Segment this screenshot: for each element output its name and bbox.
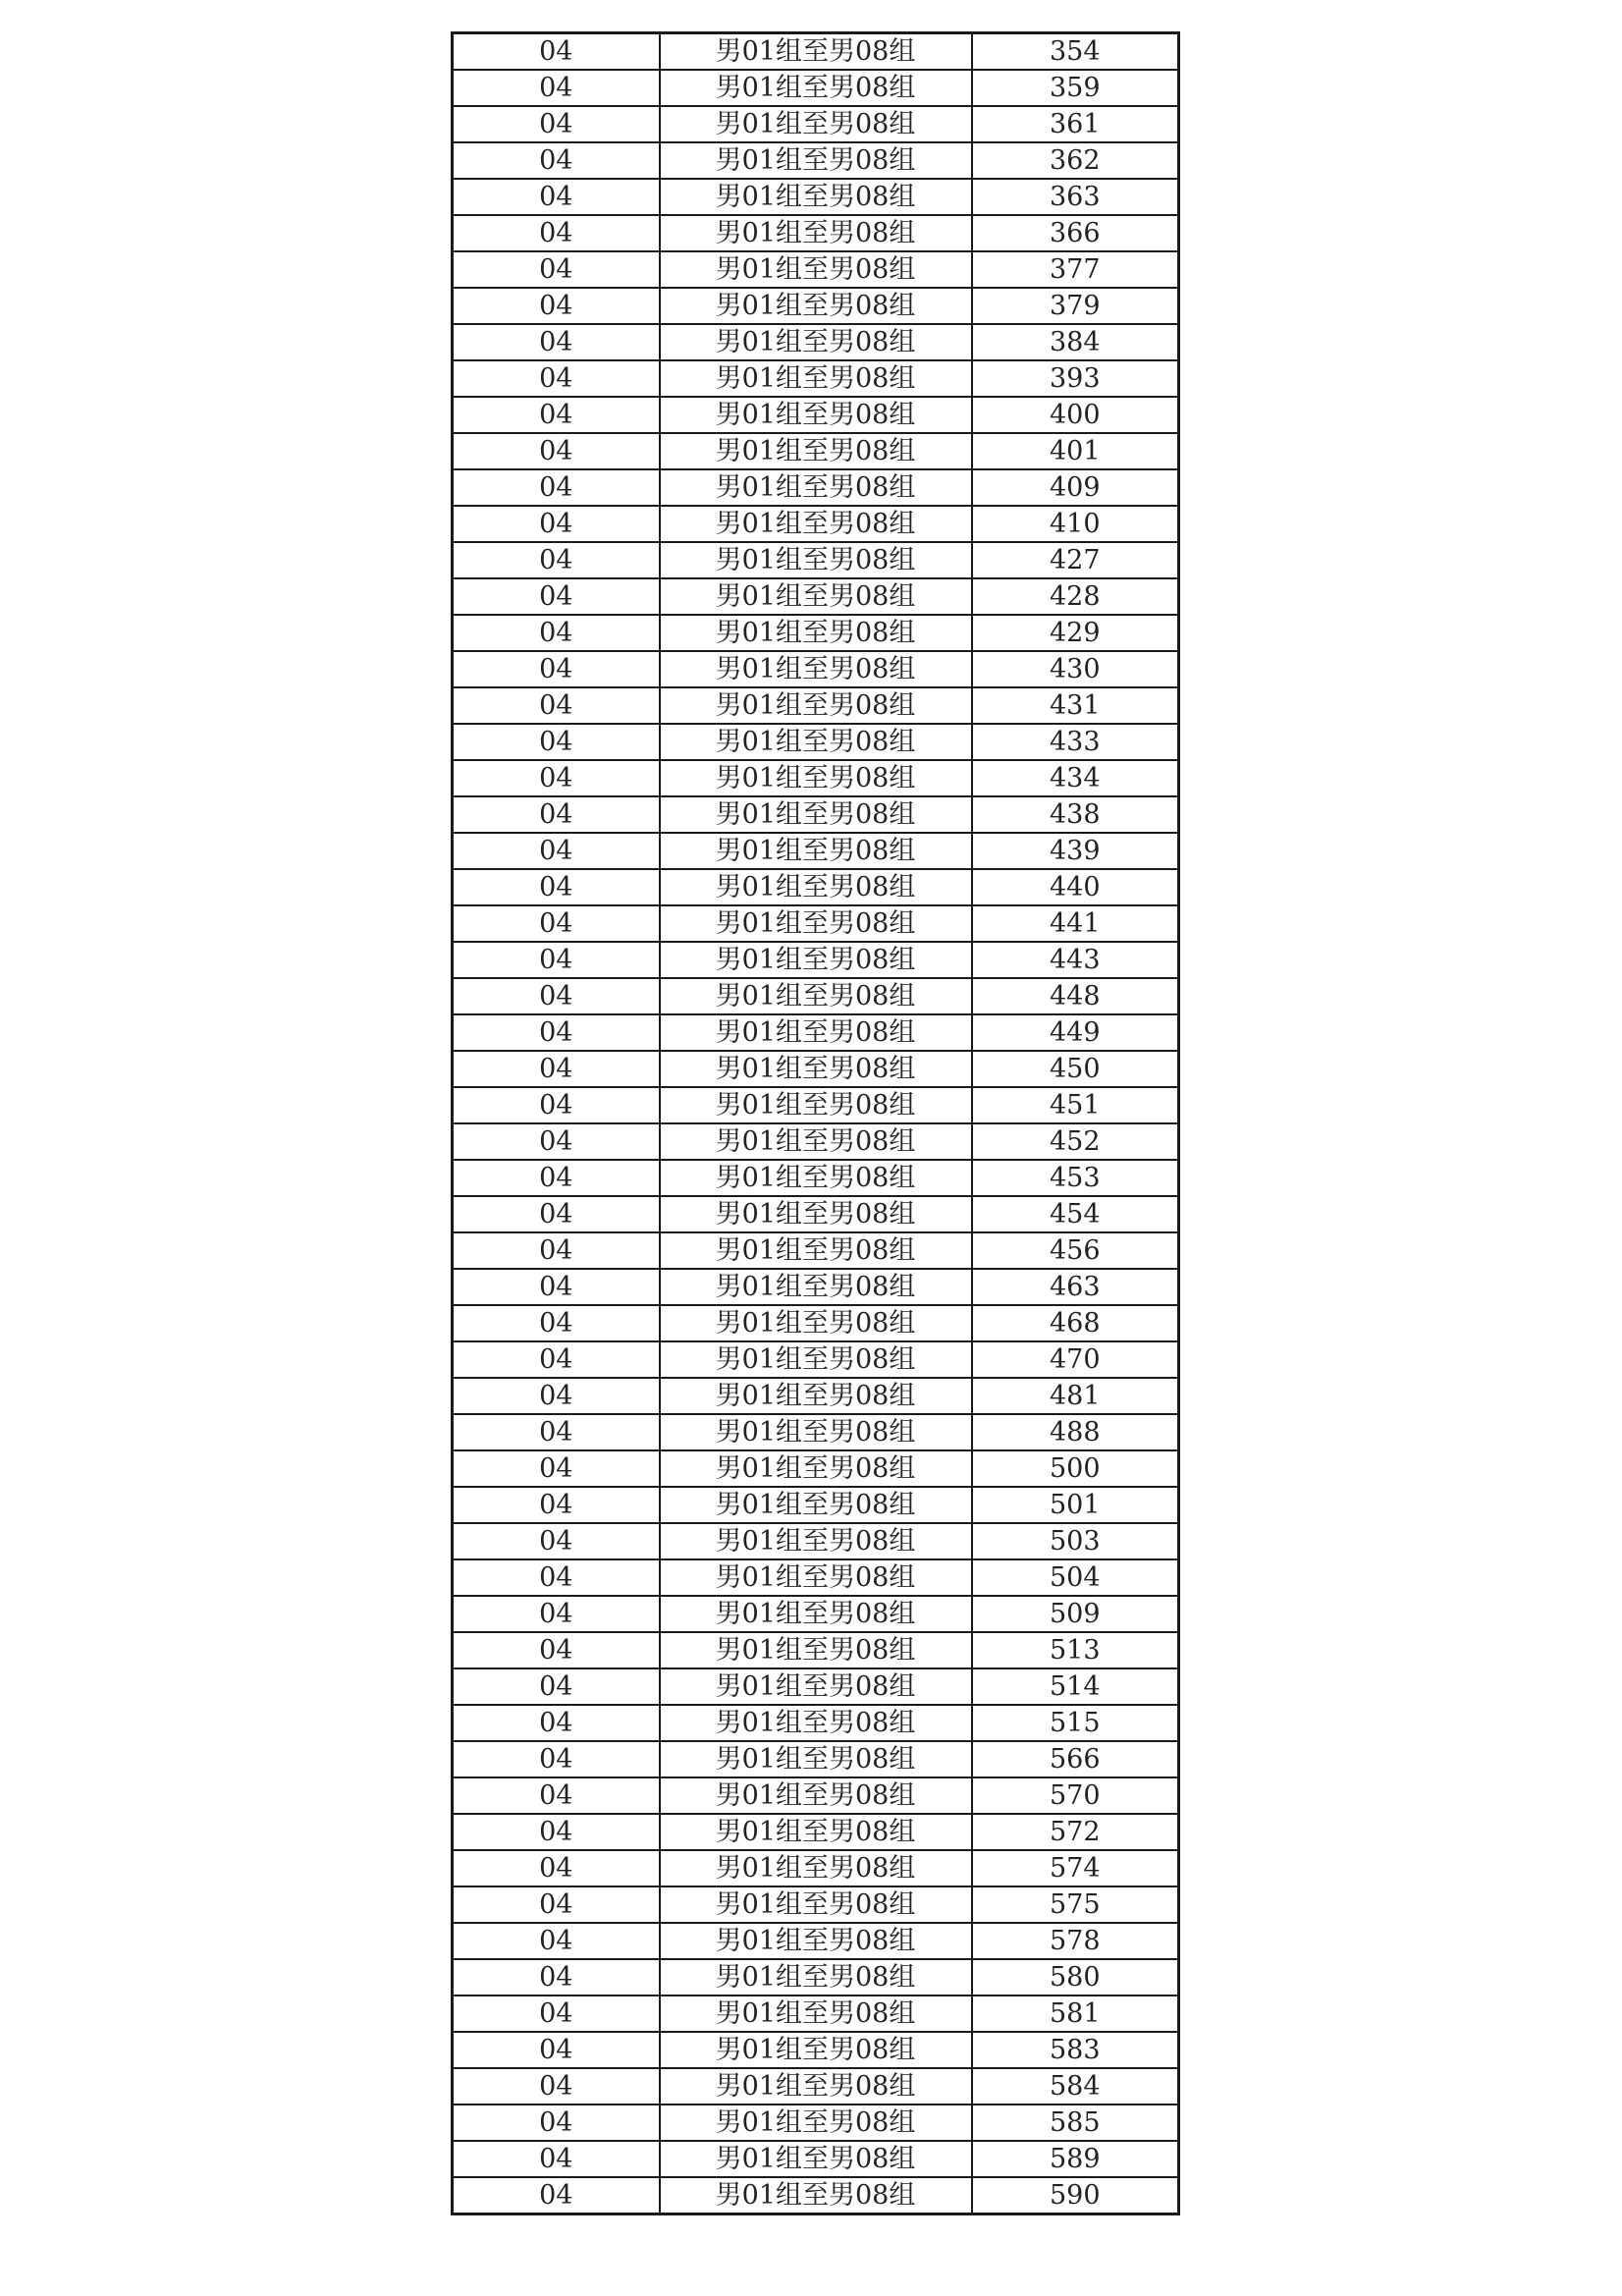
group-cell: 男01组至男08组: [660, 1414, 972, 1450]
table-row: [453, 1923, 1179, 1959]
code-cell: 04: [453, 2105, 660, 2141]
group-cell: 男01组至男08组: [660, 1051, 972, 1087]
group-cell: 男01组至男08组: [660, 1196, 972, 1232]
code-cell: 04: [453, 1668, 660, 1705]
group-cell: 男01组至男08组: [660, 2032, 972, 2068]
table-row: [453, 288, 1179, 324]
number-cell: 448: [972, 978, 1179, 1014]
group-cell: 男01组至男08组: [660, 1959, 972, 1995]
code-cell: 04: [453, 1741, 660, 1777]
group-cell: 男01组至男08组: [660, 288, 972, 324]
code-cell: 04: [453, 1814, 660, 1850]
table-row: [453, 2105, 1179, 2141]
number-cell: 366: [972, 215, 1179, 251]
group-cell: 男01组至男08组: [660, 978, 972, 1014]
table-row: [453, 70, 1179, 106]
number-cell: 379: [972, 288, 1179, 324]
number-cell: 572: [972, 1814, 1179, 1850]
group-cell: 男01组至男08组: [660, 1668, 972, 1705]
number-cell: 514: [972, 1668, 1179, 1705]
table-row: [453, 179, 1179, 215]
number-cell: 515: [972, 1705, 1179, 1741]
number-cell: 583: [972, 2032, 1179, 2068]
number-cell: 509: [972, 1596, 1179, 1632]
code-cell: 04: [453, 1705, 660, 1741]
code-cell: 04: [453, 978, 660, 1014]
group-cell: 男01组至男08组: [660, 1160, 972, 1196]
code-cell: 04: [453, 905, 660, 942]
number-cell: 578: [972, 1923, 1179, 1959]
code-cell: 04: [453, 1232, 660, 1269]
number-cell: 575: [972, 1886, 1179, 1923]
number-cell: 363: [972, 179, 1179, 215]
table-row: [453, 2032, 1179, 2068]
number-cell: 362: [972, 142, 1179, 179]
table-row: [453, 506, 1179, 542]
code-cell: 04: [453, 70, 660, 106]
code-cell: 04: [453, 106, 660, 142]
table-row: [453, 2177, 1179, 2214]
code-cell: 04: [453, 724, 660, 760]
group-cell: 男01组至男08组: [660, 360, 972, 397]
number-cell: 585: [972, 2105, 1179, 2141]
table-row: [453, 1559, 1179, 1596]
number-cell: 463: [972, 1269, 1179, 1305]
code-cell: 04: [453, 651, 660, 687]
code-cell: 04: [453, 1487, 660, 1523]
table-row: [453, 1632, 1179, 1668]
group-cell: 男01组至男08组: [660, 1232, 972, 1269]
table-row: [453, 106, 1179, 142]
group-cell: 男01组至男08组: [660, 1850, 972, 1886]
number-cell: 584: [972, 2068, 1179, 2105]
table-row: [453, 433, 1179, 469]
group-cell: 男01组至男08组: [660, 1886, 972, 1923]
code-cell: 04: [453, 1632, 660, 1668]
number-cell: 454: [972, 1196, 1179, 1232]
table-row: [453, 651, 1179, 687]
table-row: [453, 1087, 1179, 1123]
group-cell: 男01组至男08组: [660, 1777, 972, 1814]
number-cell: 566: [972, 1741, 1179, 1777]
number-cell: 580: [972, 1959, 1179, 1995]
table-row: [453, 1523, 1179, 1559]
table-row: [453, 978, 1179, 1014]
number-cell: 400: [972, 397, 1179, 433]
number-cell: 481: [972, 1378, 1179, 1414]
table-row: [453, 1123, 1179, 1160]
code-cell: 04: [453, 2068, 660, 2105]
table-row: [453, 687, 1179, 724]
code-cell: 04: [453, 869, 660, 905]
code-cell: 04: [453, 397, 660, 433]
code-cell: 04: [453, 1886, 660, 1923]
code-cell: 04: [453, 288, 660, 324]
number-cell: 384: [972, 324, 1179, 360]
code-cell: 04: [453, 833, 660, 869]
table-row: [453, 724, 1179, 760]
number-cell: 354: [972, 33, 1179, 71]
table-row: [453, 1487, 1179, 1523]
number-cell: 401: [972, 433, 1179, 469]
table-row: [453, 796, 1179, 833]
table-row: [453, 1995, 1179, 2032]
number-cell: 590: [972, 2177, 1179, 2214]
table-row: [453, 142, 1179, 179]
code-cell: 04: [453, 33, 660, 71]
code-cell: 04: [453, 1777, 660, 1814]
number-cell: 429: [972, 615, 1179, 651]
code-cell: 04: [453, 2177, 660, 2214]
group-cell: 男01组至男08组: [660, 1305, 972, 1341]
code-cell: 04: [453, 1523, 660, 1559]
group-cell: 男01组至男08组: [660, 1741, 972, 1777]
code-cell: 04: [453, 1378, 660, 1414]
code-cell: 04: [453, 1414, 660, 1450]
code-cell: 04: [453, 542, 660, 578]
table-row: [453, 760, 1179, 796]
code-cell: 04: [453, 360, 660, 397]
group-cell: 男01组至男08组: [660, 433, 972, 469]
table-row: [453, 905, 1179, 942]
code-cell: 04: [453, 179, 660, 215]
number-cell: 453: [972, 1160, 1179, 1196]
table-row: [453, 1305, 1179, 1341]
number-cell: 427: [972, 542, 1179, 578]
number-cell: 500: [972, 1450, 1179, 1487]
code-cell: 04: [453, 215, 660, 251]
roster-table: [451, 31, 1180, 2215]
group-cell: 男01组至男08组: [660, 1378, 972, 1414]
number-cell: 488: [972, 1414, 1179, 1450]
group-cell: 男01组至男08组: [660, 1123, 972, 1160]
group-cell: 男01组至男08组: [660, 942, 972, 978]
group-cell: 男01组至男08组: [660, 1632, 972, 1668]
table-row: [453, 833, 1179, 869]
group-cell: 男01组至男08组: [660, 324, 972, 360]
code-cell: 04: [453, 760, 660, 796]
number-cell: 440: [972, 869, 1179, 905]
number-cell: 409: [972, 469, 1179, 506]
table-row: [453, 1777, 1179, 1814]
number-cell: 570: [972, 1777, 1179, 1814]
number-cell: 441: [972, 905, 1179, 942]
group-cell: 男01组至男08组: [660, 1995, 972, 2032]
number-cell: 393: [972, 360, 1179, 397]
table-row: [453, 1668, 1179, 1705]
code-cell: 04: [453, 1305, 660, 1341]
number-cell: 450: [972, 1051, 1179, 1087]
table-row: [453, 1160, 1179, 1196]
table-row: [453, 2068, 1179, 2105]
table-row: [453, 542, 1179, 578]
group-cell: 男01组至男08组: [660, 1596, 972, 1632]
number-cell: 377: [972, 251, 1179, 288]
table-row: [453, 1450, 1179, 1487]
number-cell: 410: [972, 506, 1179, 542]
code-cell: 04: [453, 1269, 660, 1305]
table-row: [453, 215, 1179, 251]
number-cell: 433: [972, 724, 1179, 760]
group-cell: 男01组至男08组: [660, 506, 972, 542]
table-row: [453, 1378, 1179, 1414]
code-cell: 04: [453, 796, 660, 833]
number-cell: 439: [972, 833, 1179, 869]
group-cell: 男01组至男08组: [660, 651, 972, 687]
group-cell: 男01组至男08组: [660, 33, 972, 71]
group-cell: 男01组至男08组: [660, 251, 972, 288]
table-row: [453, 1705, 1179, 1741]
code-cell: 04: [453, 1450, 660, 1487]
code-cell: 04: [453, 687, 660, 724]
number-cell: 451: [972, 1087, 1179, 1123]
table-row: [453, 1269, 1179, 1305]
number-cell: 438: [972, 796, 1179, 833]
number-cell: 574: [972, 1850, 1179, 1886]
code-cell: 04: [453, 506, 660, 542]
number-cell: 470: [972, 1341, 1179, 1378]
group-cell: 男01组至男08组: [660, 542, 972, 578]
number-cell: 449: [972, 1014, 1179, 1051]
table-row: [453, 2141, 1179, 2177]
code-cell: 04: [453, 1559, 660, 1596]
group-cell: 男01组至男08组: [660, 2105, 972, 2141]
code-cell: 04: [453, 1196, 660, 1232]
code-cell: 04: [453, 1850, 660, 1886]
table-row: [453, 578, 1179, 615]
number-cell: 361: [972, 106, 1179, 142]
code-cell: 04: [453, 1160, 660, 1196]
code-cell: 04: [453, 1123, 660, 1160]
table-row: [453, 397, 1179, 433]
table-row: [453, 251, 1179, 288]
number-cell: 452: [972, 1123, 1179, 1160]
code-cell: 04: [453, 433, 660, 469]
table-row: [453, 1196, 1179, 1232]
group-cell: 男01组至男08组: [660, 1923, 972, 1959]
table-row: [453, 1850, 1179, 1886]
group-cell: 男01组至男08组: [660, 869, 972, 905]
number-cell: 456: [972, 1232, 1179, 1269]
table-row: [453, 33, 1179, 71]
number-cell: 428: [972, 578, 1179, 615]
group-cell: 男01组至男08组: [660, 578, 972, 615]
table-row: [453, 1886, 1179, 1923]
table-row: [453, 1596, 1179, 1632]
group-cell: 男01组至男08组: [660, 179, 972, 215]
group-cell: 男01组至男08组: [660, 70, 972, 106]
table-row: [453, 615, 1179, 651]
number-cell: 503: [972, 1523, 1179, 1559]
code-cell: 04: [453, 1596, 660, 1632]
code-cell: 04: [453, 469, 660, 506]
table-row: [453, 869, 1179, 905]
group-cell: 男01组至男08组: [660, 1087, 972, 1123]
table-row: [453, 1014, 1179, 1051]
code-cell: 04: [453, 1959, 660, 1995]
code-cell: 04: [453, 1923, 660, 1959]
group-cell: 男01组至男08组: [660, 142, 972, 179]
group-cell: 男01组至男08组: [660, 1450, 972, 1487]
table-row: [453, 469, 1179, 506]
number-cell: 431: [972, 687, 1179, 724]
group-cell: 男01组至男08组: [660, 905, 972, 942]
group-cell: 男01组至男08组: [660, 1014, 972, 1051]
roster-table-body: [453, 33, 1179, 2214]
code-cell: 04: [453, 615, 660, 651]
group-cell: 男01组至男08组: [660, 833, 972, 869]
group-cell: 男01组至男08组: [660, 615, 972, 651]
group-cell: 男01组至男08组: [660, 796, 972, 833]
code-cell: 04: [453, 578, 660, 615]
group-cell: 男01组至男08组: [660, 106, 972, 142]
group-cell: 男01组至男08组: [660, 1559, 972, 1596]
number-cell: 513: [972, 1632, 1179, 1668]
group-cell: 男01组至男08组: [660, 1523, 972, 1559]
number-cell: 589: [972, 2141, 1179, 2177]
group-cell: 男01组至男08组: [660, 687, 972, 724]
code-cell: 04: [453, 1014, 660, 1051]
number-cell: 434: [972, 760, 1179, 796]
code-cell: 04: [453, 1995, 660, 2032]
group-cell: 男01组至男08组: [660, 1814, 972, 1850]
number-cell: 581: [972, 1995, 1179, 2032]
code-cell: 04: [453, 2141, 660, 2177]
number-cell: 359: [972, 70, 1179, 106]
number-cell: 501: [972, 1487, 1179, 1523]
group-cell: 男01组至男08组: [660, 724, 972, 760]
group-cell: 男01组至男08组: [660, 2141, 972, 2177]
table-row: [453, 324, 1179, 360]
group-cell: 男01组至男08组: [660, 469, 972, 506]
group-cell: 男01组至男08组: [660, 2068, 972, 2105]
group-cell: 男01组至男08组: [660, 1705, 972, 1741]
number-cell: 430: [972, 651, 1179, 687]
table-row: [453, 1232, 1179, 1269]
number-cell: 468: [972, 1305, 1179, 1341]
group-cell: 男01组至男08组: [660, 1487, 972, 1523]
group-cell: 男01组至男08组: [660, 2177, 972, 2214]
code-cell: 04: [453, 942, 660, 978]
code-cell: 04: [453, 1051, 660, 1087]
table-row: [453, 1959, 1179, 1995]
table-row: [453, 1341, 1179, 1378]
table-row: [453, 1414, 1179, 1450]
code-cell: 04: [453, 1341, 660, 1378]
table-row: [453, 1741, 1179, 1777]
number-cell: 504: [972, 1559, 1179, 1596]
table-row: [453, 1814, 1179, 1850]
code-cell: 04: [453, 1087, 660, 1123]
group-cell: 男01组至男08组: [660, 760, 972, 796]
number-cell: 443: [972, 942, 1179, 978]
code-cell: 04: [453, 324, 660, 360]
group-cell: 男01组至男08组: [660, 215, 972, 251]
group-cell: 男01组至男08组: [660, 397, 972, 433]
group-cell: 男01组至男08组: [660, 1269, 972, 1305]
code-cell: 04: [453, 251, 660, 288]
table-row: [453, 942, 1179, 978]
code-cell: 04: [453, 2032, 660, 2068]
group-cell: 男01组至男08组: [660, 1341, 972, 1378]
table-row: [453, 360, 1179, 397]
code-cell: 04: [453, 142, 660, 179]
table-row: [453, 1051, 1179, 1087]
